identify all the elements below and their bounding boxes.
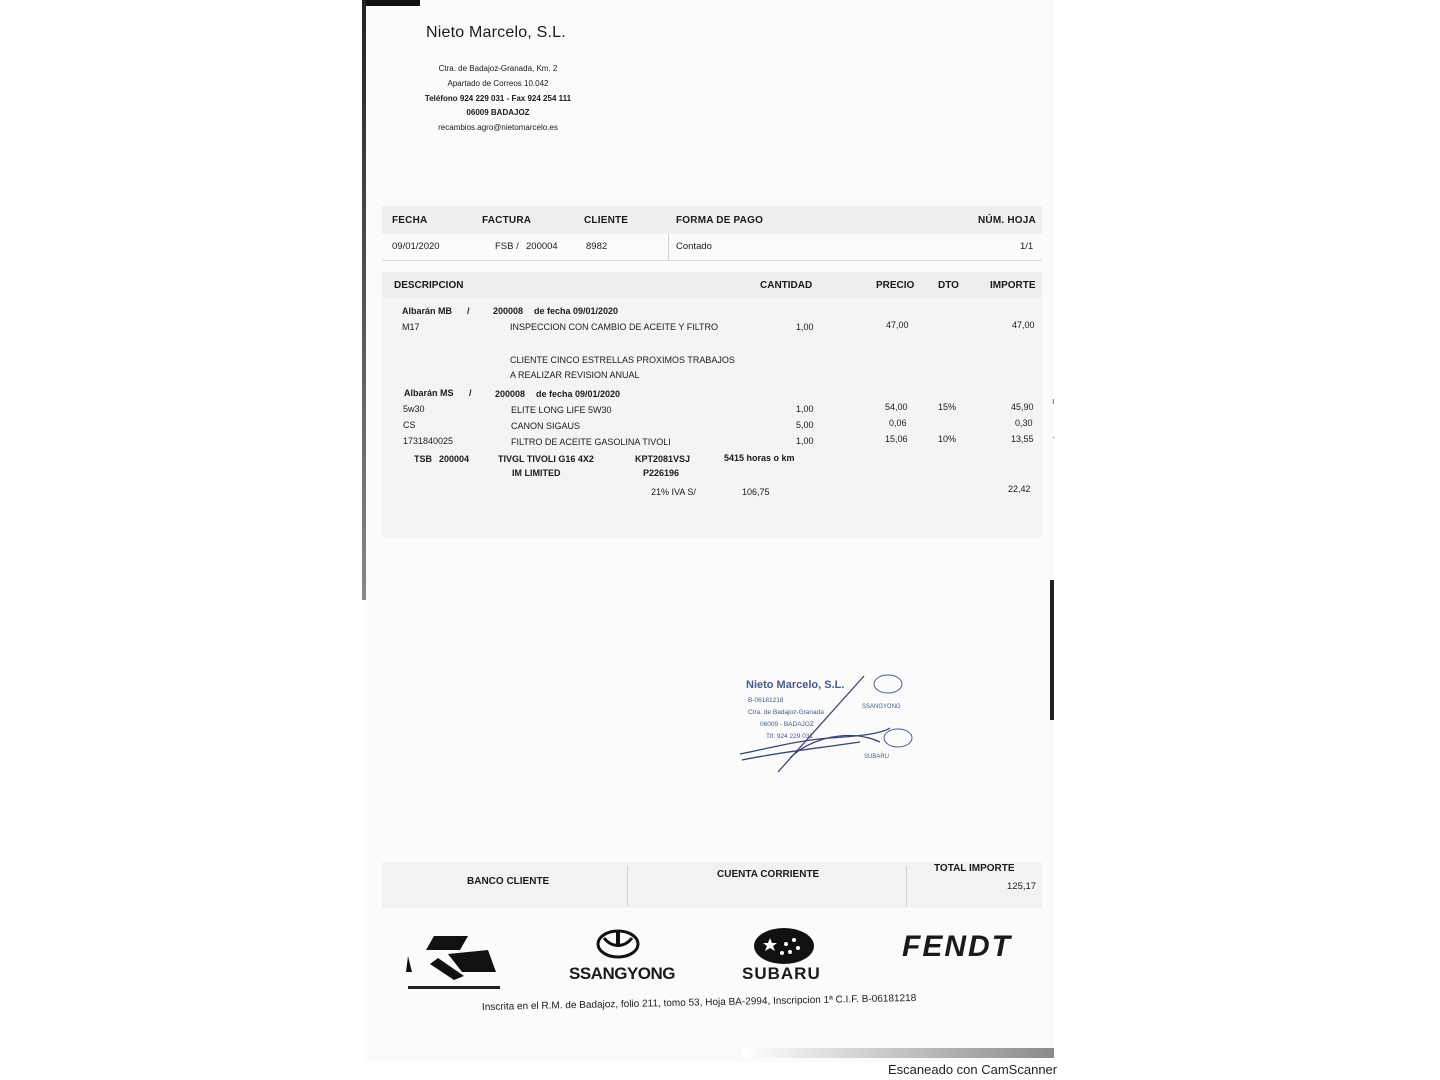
line-desc: FILTRO DE ACEITE GASOLINA TIVOLI [511, 437, 671, 447]
line-precio: 15,06 [885, 434, 908, 444]
scan-shadow-right [1050, 580, 1054, 720]
line-cantidad: 1,00 [796, 322, 814, 332]
company-email: recambios.agro@nietomarcelo.es [438, 123, 558, 132]
total-importe-label: TOTAL IMPORTE [934, 863, 1015, 874]
line-code: CS [403, 420, 416, 430]
albaran-slash: / [469, 388, 472, 398]
line-precio: 47,00 [886, 320, 909, 330]
subaru-stamp-icon [884, 729, 912, 747]
line-desc: ELITE LONG LIFE 5W30 [511, 405, 612, 415]
ssangyong-wordmark: SSANGYONG [569, 964, 676, 983]
value-num-hoja: 1/1 [1020, 241, 1034, 252]
albaran-date: de fecha 09/01/2020 [536, 389, 621, 399]
ssangyong-logo-icon [590, 926, 646, 962]
line-precio: 54,00 [885, 402, 908, 412]
albaran-ref: 200008 [495, 389, 526, 399]
value-factura-num: 200004 [526, 241, 558, 252]
vehicle-trim: IM LIMITED [512, 468, 561, 478]
col-descripcion: DESCRIPCION [394, 280, 464, 291]
iva-importe: 22,42 [1008, 484, 1031, 494]
company-stamp [730, 668, 930, 778]
line-cantidad: 1,00 [796, 404, 814, 414]
col-dto: DTO [938, 280, 959, 291]
vehicle-model: TIVGL TIVOLI G16 4X2 [498, 454, 594, 464]
line-cantidad: 5,00 [796, 420, 814, 430]
dealer-logo-icon [404, 928, 504, 994]
vehicle-hours: 5415 horas o km [724, 453, 795, 463]
stamp-line: Ctra. de Badajoz-Granada [748, 709, 824, 716]
line-dto: 10% [938, 434, 957, 444]
camscanner-watermark: Escaneado con CamScanner [888, 1062, 1058, 1077]
footer-divider [906, 866, 907, 906]
company-address-line: Ctra. de Badajoz-Granada, Km. 2 [438, 64, 558, 73]
line-cantidad: 1,00 [796, 436, 814, 446]
vehicle-plate: KPT2081VSJ [635, 454, 691, 464]
registry-text: Inscrita en el R.M. de Badajoz, folio 211, tomo 53, Hoja BA-2994, Inscripcion 1ª C.I.F. B-06181218 [481, 992, 917, 1013]
vehicle-tsb-num: 200004 [439, 454, 470, 464]
stamp-brand: SSANGYONG [862, 704, 901, 710]
label-factura: FACTURA [482, 215, 532, 226]
company-name: Nieto Marcelo, S.L. [426, 24, 566, 41]
scan-shadow-top [364, 0, 420, 6]
stamp-line: Tlf. 924 229 031 [766, 733, 813, 740]
scan-shadow-bottom [742, 1048, 1054, 1058]
label-cliente: CLIENTE [584, 215, 629, 226]
note-line: A REALIZAR REVISION ANUAL [510, 370, 640, 380]
margin-mark: · [1052, 432, 1055, 442]
fendt-logo: FENDT [902, 930, 1012, 963]
footer-divider [627, 866, 628, 906]
banco-cliente-label: BANCO CLIENTE [467, 876, 550, 887]
label-num-hoja: NÚM. HOJA [978, 215, 1036, 226]
col-cantidad: CANTIDAD [760, 280, 813, 291]
albaran-ref: 200008 [493, 306, 524, 316]
vehicle-tsb: TSB [414, 454, 432, 464]
value-fecha: 09/01/2020 [392, 241, 440, 252]
iva-base: 106,75 [742, 487, 770, 497]
line-importe: 13,55 [1011, 434, 1034, 444]
stamp-company-name: Nieto Marcelo, S.L. [746, 679, 845, 691]
line-importe: 45,90 [1011, 402, 1034, 412]
note-line: CLIENTE CINCO ESTRELLAS PROXIMOS TRABAJOS [510, 355, 735, 365]
line-precio: 0,06 [889, 418, 907, 428]
total-importe-value: 125,17 [1007, 881, 1037, 892]
value-forma-pago: Contado [676, 241, 712, 252]
cuenta-corriente-label: CUENTA CORRIENTE [717, 869, 820, 880]
value-cliente: 8982 [586, 241, 608, 252]
ssangyong-stamp-icon [874, 675, 902, 693]
margin-mark: ı [1052, 396, 1055, 406]
header-rule [382, 260, 1042, 261]
subaru-logo-icon [752, 926, 816, 966]
stamp-line: B-06181218 [748, 697, 784, 704]
table-body [382, 298, 1042, 538]
albaran-label: Albarán MS [404, 388, 454, 398]
label-forma-pago: FORMA DE PAGO [676, 215, 764, 226]
header-divider [668, 234, 669, 260]
company-phone: Teléfono 924 229 031 - Fax 924 254 111 [424, 94, 572, 103]
line-desc: CANON SIGAUS [511, 421, 581, 431]
stamp-brand: SUBARU [864, 754, 890, 760]
value-factura-serie: FSB / [495, 241, 519, 252]
line-code: 1731840025 [403, 436, 454, 446]
line-code: 5w30 [403, 404, 425, 414]
iva-label: 21% IVA S/ [651, 487, 696, 497]
company-city: 06009 BADAJOZ [466, 108, 530, 117]
scan-shadow-left [362, 0, 366, 600]
col-precio: PRECIO [876, 280, 915, 291]
subaru-wordmark: SUBARU [742, 964, 821, 983]
line-desc: INSPECCION CON CAMBIO DE ACEITE Y FILTRO [510, 322, 719, 332]
line-importe: 0,30 [1015, 418, 1033, 428]
label-fecha: FECHA [392, 215, 428, 226]
stamp-line: 06009 - BADAJOZ [760, 721, 814, 728]
line-dto: 15% [938, 402, 957, 412]
col-importe: IMPORTE [990, 280, 1036, 291]
line-importe: 47,00 [1012, 320, 1035, 330]
company-address-line: Apartado de Correos 10.042 [447, 79, 549, 88]
albaran-label: Albarán MB [402, 306, 453, 316]
albaran-slash: / [467, 306, 470, 316]
albaran-date: de fecha 09/01/2020 [534, 306, 619, 316]
vehicle-chassis: P226196 [643, 468, 680, 478]
line-code: M17 [402, 322, 420, 332]
